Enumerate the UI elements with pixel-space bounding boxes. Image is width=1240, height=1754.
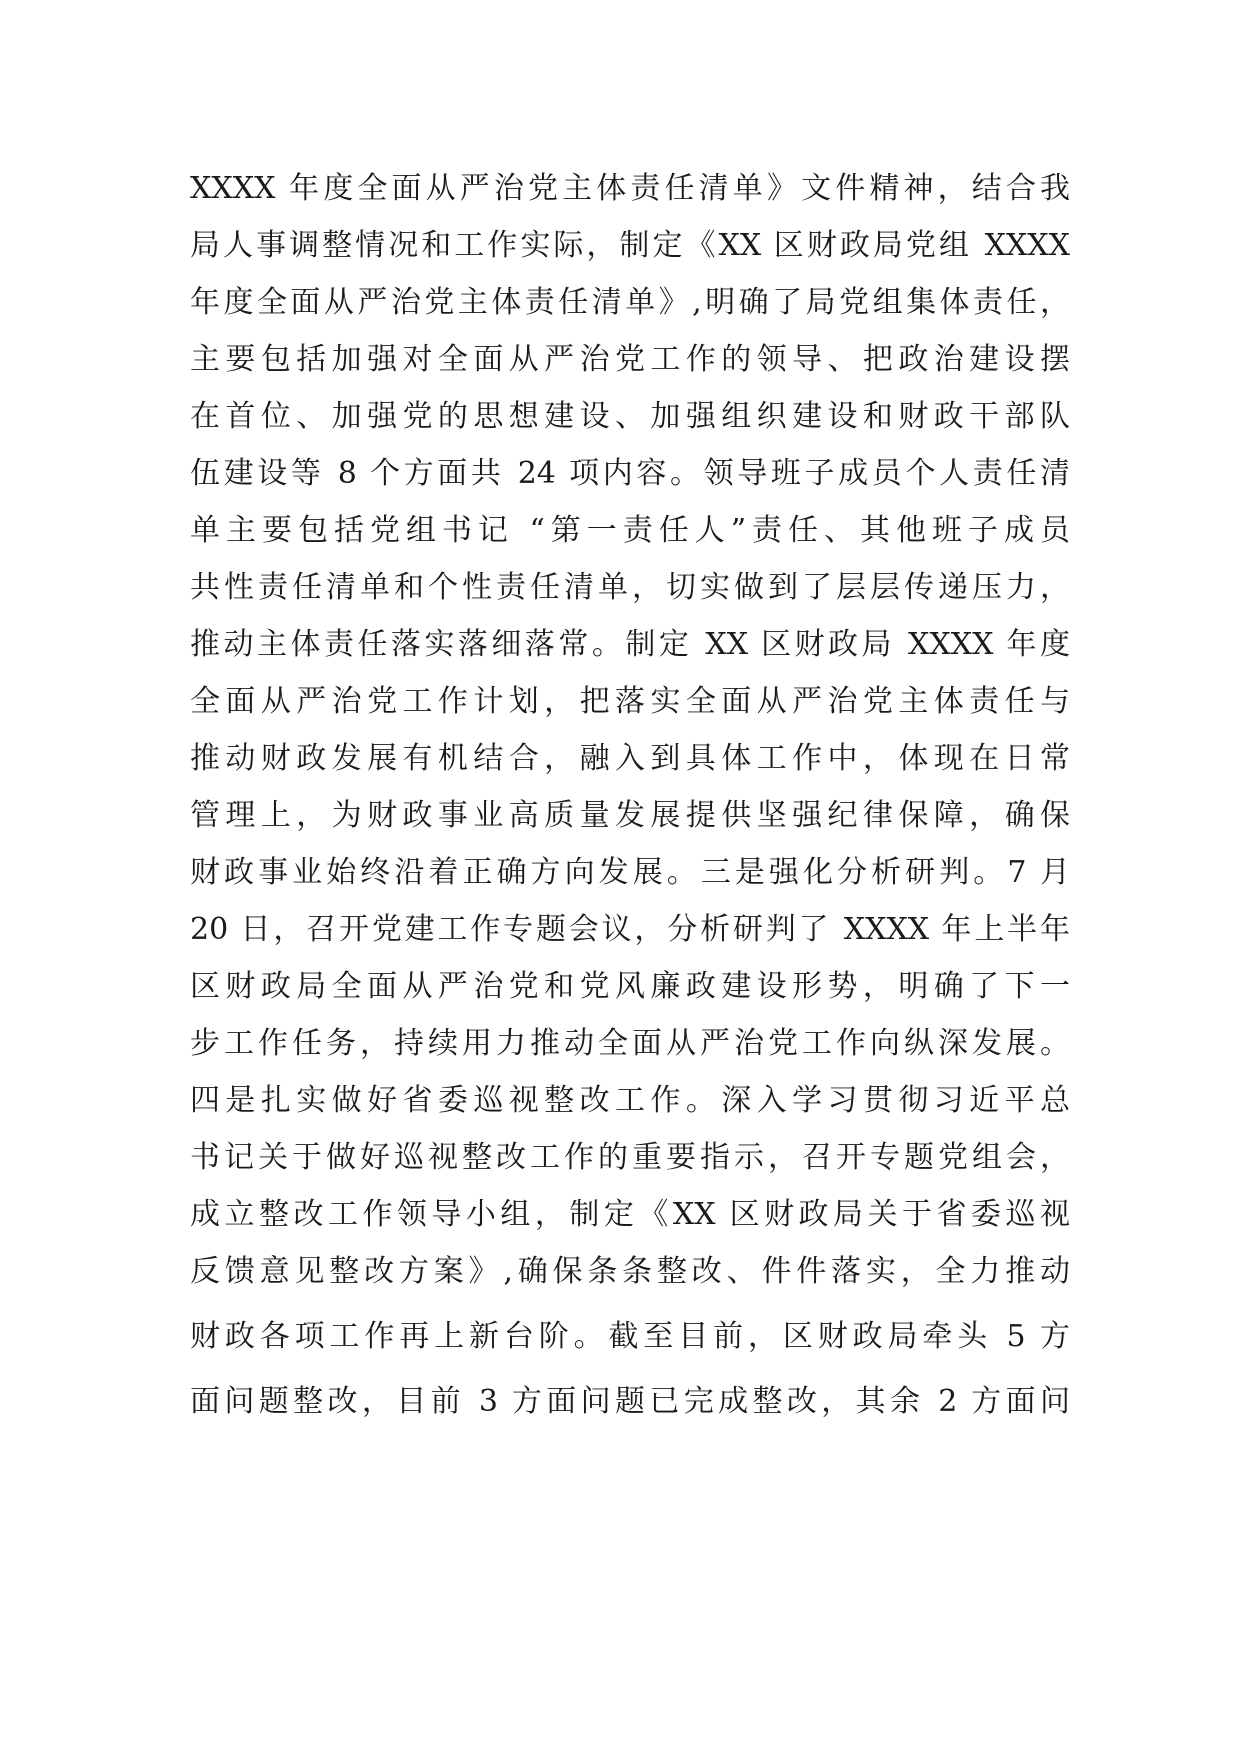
body-paragraph [190, 160, 1070, 1430]
text-line: 步工作任务，持续用力推动全面从严治党工作向纵深发展。 [190, 1026, 1070, 1061]
text-line: 主要包括加强对全面从严治党工作的领导、把政治建设摆 [190, 342, 1070, 377]
text-line: 财政事业始终沿着正确方向发展。三是强化分析研判。7 月 [190, 855, 1070, 890]
text-line: 四是扎实做好省委巡视整改工作。深入学习贯彻习近平总 [190, 1083, 1070, 1118]
text-line: 推动财政发展有机结合，融入到具体工作中，体现在日常 [190, 741, 1070, 776]
text-line: 书记关于做好巡视整改工作的重要指示，召开专题党组会， [190, 1140, 1070, 1175]
text-line: XXXX 年度全面从严治党主体责任清单》文件精神，结合我 [190, 171, 1070, 206]
text-line: 财政各项工作再上新台阶。截至目前，区财政局牵头 5 方 [190, 1319, 1070, 1354]
text-line: 全面从严治党工作计划，把落实全面从严治党主体责任与 [190, 684, 1070, 719]
text-line: 区财政局全面从严治党和党风廉政建设形势，明确了下一 [190, 969, 1070, 1004]
text-line: 共性责任清单和个性责任清单，切实做到了层层传递压力， [190, 570, 1070, 605]
text-line: 在首位、加强党的思想建设、加强组织建设和财政干部队 [190, 399, 1070, 434]
text-line: 推动主体责任落实落细落常。制定 XX 区财政局 XXXX 年度 [190, 627, 1070, 662]
text-line: 伍建设等 8 个方面共 24 项内容。领导班子成员个人责任清 [190, 456, 1070, 491]
text-line: 单主要包括党组书记 “第一责任人”责任、其他班子成员 [190, 513, 1070, 548]
text-line: 成立整改工作领导小组，制定《XX 区财政局关于省委巡视 [190, 1197, 1070, 1232]
text-line: 年度全面从严治党主体责任清单》,明确了局党组集体责任， [190, 285, 1070, 320]
text-line: 反馈意见整改方案》,确保条条整改、件件落实，全力推动 [190, 1254, 1070, 1289]
text-line: 面问题整改，目前 3 方面问题已完成整改，其余 2 方面问 [190, 1384, 1070, 1419]
text-line: 20 日，召开党建工作专题会议，分析研判了 XXXX 年上半年 [190, 912, 1070, 947]
text-line: 局人事调整情况和工作实际，制定《XX 区财政局党组 XXXX [190, 228, 1070, 263]
text-line: 管理上，为财政事业高质量发展提供坚强纪律保障，确保 [190, 798, 1070, 833]
